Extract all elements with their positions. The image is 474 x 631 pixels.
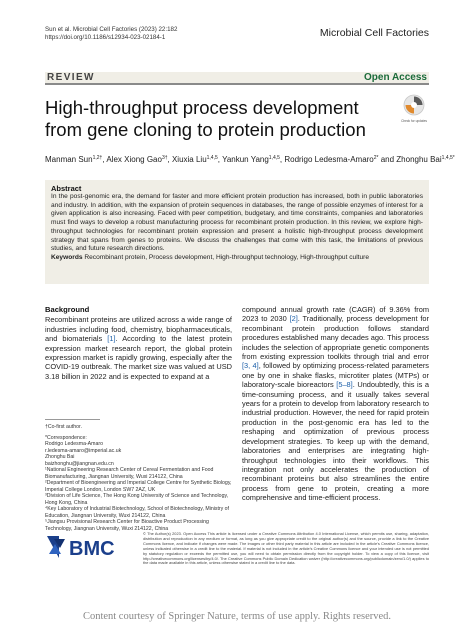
keywords-label: Keywords (51, 253, 83, 261)
keywords (51, 254, 423, 263)
author-name: Zhonghu Bai (396, 155, 442, 164)
article-type-label: REVIEW (47, 72, 95, 83)
citation-link[interactable]: [1] (107, 334, 116, 344)
citation-line: Sun et al. Microbial Cell Factories (2023) 22:182 (45, 26, 178, 33)
text-span: . According to the latest protein expression market research report, the global protein expression market is rapidly growing, especially after the COVID-19 outbreak. The market size was valued at USD 3.18 billion in 2022 and is expected to expand at a (45, 334, 232, 381)
text-span: , followed by optimizing process-related parameters one by one in shake flasks, microtiter plates (MTPs) or laboratory-scale bioreactors (242, 361, 429, 390)
footnote-line: ³Division of Life Science, The Hong Kong University of Science and Technology, Hong Kong, China (45, 493, 229, 506)
footnote-line: ⁴Key Laboratory of Industrial Biotechnology, School of Biotechnology, Ministry of Education, Jiangnan University, Wuxi 214122, China (45, 506, 229, 519)
license-text: © The Author(s) 2023. Open Access This article is licensed under a Creative Commons Attribution 4.0 International License, which permits use, sharing, adaptation, distribution and reproduction in any medium or format, as long as you give appropriate credit to the original author(s) and the source, provide a link to the Creative Commons licence, and indicate if changes were made. The images or other third party material in this article are included in the article's Creative Commons licence, unless indicated otherwise in a credit line to the material. If material is not included in the article's Creative Commons licence and your intended use is not permitted by statutory regulation or exceeds the permitted use, you will need to obtain permission directly from the copyright holder. To view a copy of this licence, visit http://creativecommons.org/licenses/by/4.0/. The Creative Commons Public Domain Dedication waiver (http://creativecommons.org/publicdomain/zero/1.0/) applies to the data made available in this article, unless otherwise stated in a credit line to the data. (143, 531, 429, 566)
open-access-label: Open Access (364, 72, 427, 83)
abstract-box (45, 180, 429, 284)
footnote-line: ⁵Jiangsu Provisional Research Center for Bioactive Product Processing Technology, Jiangnan University, Wuxi 214122, China (45, 519, 209, 532)
footnotes (45, 424, 235, 532)
left-column (45, 305, 232, 381)
author-affiliation-marker: 1,2† (92, 155, 103, 161)
journal-name: Microbial Cell Factories (319, 27, 429, 39)
article-type-banner (45, 72, 429, 85)
author-name: Rodrigo Ledesma-Amaro (284, 155, 374, 164)
author-affiliation-marker: 1,4,5* (441, 155, 455, 161)
citation-link[interactable]: [3, 4] (242, 361, 259, 371)
footnote-line: †Co-first author. (45, 424, 82, 430)
bmc-logo (45, 530, 137, 562)
author-name: Xiuxia Liu (171, 155, 207, 164)
abstract-text: In the post-genomic era, the demand for faster and more efficient protein production has increased, both in public laboratories and industry. In addition, with the expansion of protein sequences in databases, the range of possible enzymes of interest for a given application is also increasing. Faced with peer competition, budgetary, and time constraints, companies and laboratories must find ways to develop a robust manufacturing process for recombinant protein production. In this review, we explore high-throughput technologies for recombinant protein expression and present a holistic high-throughput process development strategy that spans from genes to proteins. We discuss the challenges that come with this task, the limitations of previous studies, and future research directions. (51, 193, 423, 253)
text-span: Recombinant proteins are utilized across a wide range of industries including food, chemistry, biopharmaceuticals, and biomaterials (45, 315, 232, 344)
author-list: Manman Sun$^{1,2\dagger}$, Alex Xiong Gao$^{3\dagger}$, Xiuxia Liu$^{1,4,5}$, Yankun Yang$^{1,4,5}$, Rodrigo Ledesma-Amaro$^{2*}$ and Zhonghu Bai$^{1,4,5*}$ (45, 155, 455, 164)
check-for-updates-label: Check for updates (401, 119, 427, 123)
author-name: Manman Sun (45, 155, 93, 164)
right-column (242, 305, 429, 503)
citation-link[interactable]: [2] (289, 314, 298, 324)
running-header (45, 26, 177, 42)
background-heading: Background (45, 305, 90, 314)
keywords-text: Recombinant protein, Process development, High-throughput technology, High-throughput culture (84, 253, 370, 261)
body-paragraph (242, 305, 429, 503)
footnote-line: ¹National Engineering Research Center of Cereal Fermentation and Food Biomanufacturing, Jiangnan University, Wuxi 214122, China (45, 467, 214, 480)
author-affiliation-marker: 3† (161, 155, 168, 161)
author-affiliation-marker: 1,4,5 (268, 155, 280, 161)
author-name: Yankun Yang (222, 155, 269, 164)
background-paragraph (45, 315, 232, 381)
footnote-line[interactable]: r.ledesma-amaro@imperial.ac.uk (45, 447, 122, 454)
abstract-heading: Abstract (51, 184, 82, 193)
author-name: Alex Xiong Gao (106, 155, 162, 164)
footnote-line: Rodrigo Ledesma-Amaro (45, 441, 103, 447)
bmc-logo-text: BMC (69, 538, 115, 560)
author-affiliation-marker: 2* (373, 155, 379, 161)
text-span: . Traditionally, process development for recombinant protein production follows standard procedures established many decades ago. This process includes the selection of appropriate genetic components from existing expression toolkits through trial and error (242, 314, 429, 362)
text-span: compound annual growth rate (CAGR) of 9.36% from 2023 to 2030 (242, 305, 429, 324)
footnote-line: *Correspondence: (45, 434, 87, 441)
footnote-line[interactable]: baizhonghu@jiangnan.edu.cn (45, 460, 114, 467)
doi-link[interactable]: https://doi.org/10.1186/s12934-023-02184-1 (45, 34, 166, 41)
article-title: High-throughput process development from gene cloning to protein production (45, 97, 366, 140)
footnote-line: ²Department of Bioengineering and Imperial College Centre for Synthetic Biology, Imperial College London, London SW7 2AZ, UK (45, 480, 232, 493)
text-span: . Undoubtedly, this is a time-consuming process, and it usually takes several years for a protein to develop from laboratory research to industrial production. However, the need for rapid protein production in the post-genomic era has led to the reshaping and optimization of previous process development strategies. To keep up with the demand, laboratories and enterprises are integrating high-throughput technologies into their workflows. This integration not only accelerates the production of recombinant proteins but also streamlines the entire process from gene to protein, creating a more comprehensive and time-efficient process. (242, 380, 429, 503)
check-for-updates-icon[interactable] (403, 94, 425, 118)
courtesy-footer: Content courtesy of Springer Nature, terms of use apply. Rights reserved. (82, 611, 392, 622)
footnote-divider (45, 419, 100, 420)
footnote-line: Zhonghu Bai (45, 454, 75, 460)
citation-link[interactable]: [5–8] (336, 380, 353, 390)
author-affiliation-marker: 1,4,5 (206, 155, 218, 161)
